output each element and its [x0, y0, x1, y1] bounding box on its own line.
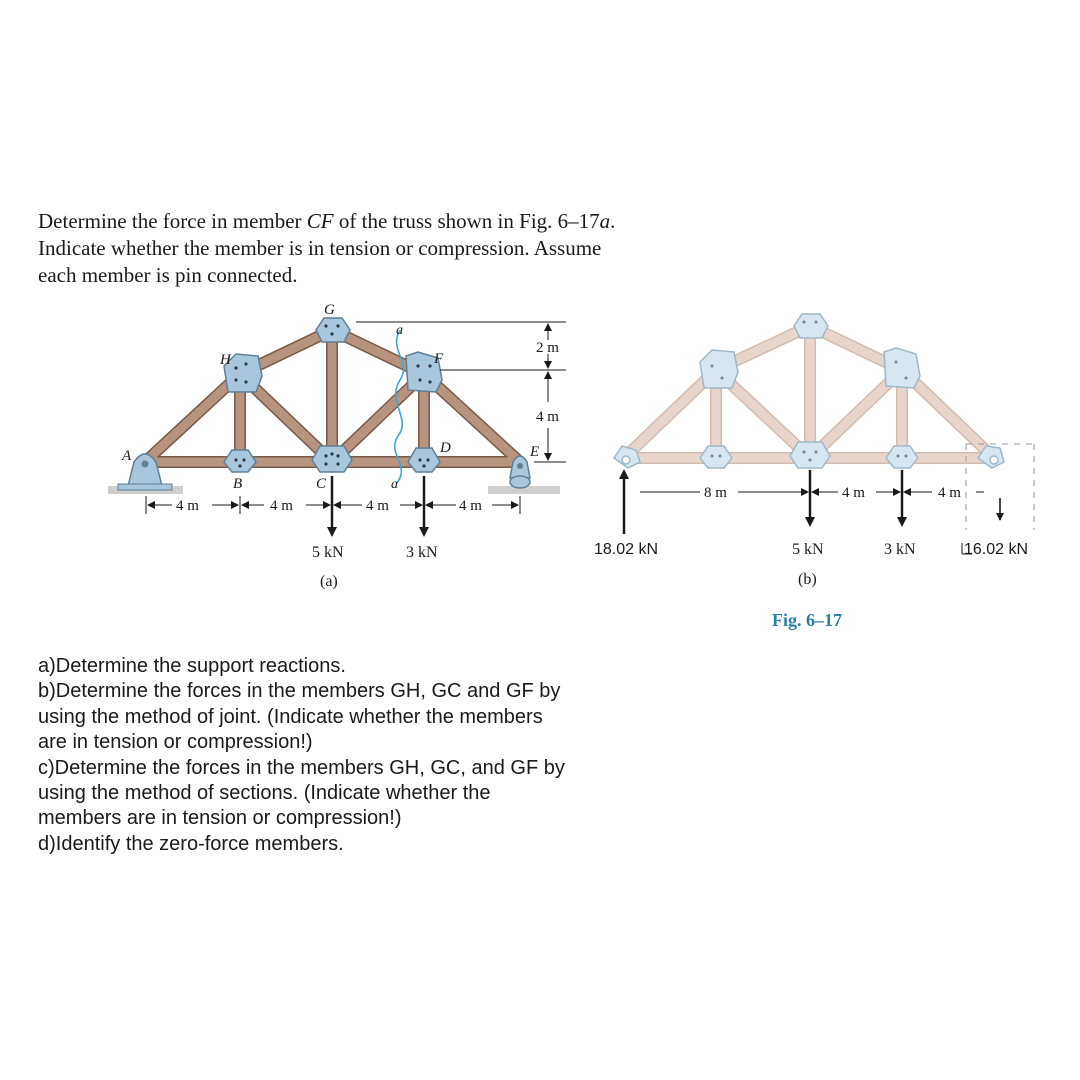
label-a: A: [122, 448, 132, 464]
label-d: D: [440, 440, 451, 456]
dim-cd: 4 m: [366, 498, 389, 514]
dim-b-8m: 8 m: [704, 485, 727, 501]
load-label-d: 3 kN: [406, 544, 438, 561]
question-line-3: using the method of joint. (Indicate whether the members: [38, 705, 543, 728]
question-line-5: c)Determine the forces in the members GH, GC, and GF by: [38, 756, 565, 779]
question-line-1: a)Determine the support reactions.: [38, 655, 346, 677]
problem-line-3: each member is pin connected.: [38, 263, 298, 287]
question-line-4: are in tension or compression!): [38, 731, 313, 754]
dim-2m: 2 m: [536, 340, 559, 356]
gusset-d: [408, 448, 440, 472]
label-b: B: [233, 476, 243, 492]
figure-caption: Fig. 6–17: [772, 610, 842, 630]
question-line-2: b)Determine the forces in the members GH, GC and GF by: [38, 680, 561, 703]
question-line-7: members are in tension or compression!): [38, 807, 402, 830]
truss-a-members: [145, 330, 520, 462]
load-label-c: 5 kN: [312, 544, 344, 561]
section-label-bottom: a: [391, 477, 398, 492]
reaction-left-label: 18.02 kN: [594, 541, 659, 558]
load-b2-label: 3 kN: [884, 541, 916, 558]
gusset-g: [316, 318, 350, 342]
member-cf: CF: [306, 209, 334, 233]
label-f: F: [434, 351, 444, 367]
dim-de: 4 m: [459, 498, 482, 514]
dim-b-4m-1: 4 m: [842, 485, 865, 501]
caption-a: (a): [320, 573, 338, 590]
dim-ab: 4 m: [176, 498, 199, 514]
label-c: C: [316, 476, 327, 492]
question-line-6: using the method of sections. (Indicate whether the: [38, 782, 491, 805]
section-label-top: a: [396, 323, 403, 338]
label-h: H: [220, 352, 231, 368]
fig-suffix: a: [599, 209, 611, 233]
dim-bc: 4 m: [270, 498, 293, 514]
question-line-8: d)Identify the zero-force members.: [38, 832, 344, 855]
problem-line-2: Indicate whether the member is in tension or compression. Assume: [38, 236, 602, 260]
figure-b: [594, 314, 1034, 630]
gusset-c: [312, 446, 352, 472]
truss-b-members: [624, 326, 994, 458]
problem-line-1: Determine the force in member CF of the truss shown in Fig. 6–17a.: [38, 209, 616, 233]
member-b-ah: [624, 370, 716, 458]
dim-b-4m-2: 4 m: [938, 485, 961, 501]
gusset-b: [224, 450, 256, 472]
label-g: G: [324, 302, 335, 318]
reaction-right-label: 16.02 kN: [964, 541, 1029, 558]
dim-4m-vertical: 4 m: [536, 409, 559, 425]
caption-b: (b): [798, 571, 817, 588]
questions-list: [38, 654, 698, 857]
load-b1-label: 5 kN: [792, 541, 824, 558]
figure-a: [108, 302, 566, 590]
label-e: E: [530, 444, 540, 460]
